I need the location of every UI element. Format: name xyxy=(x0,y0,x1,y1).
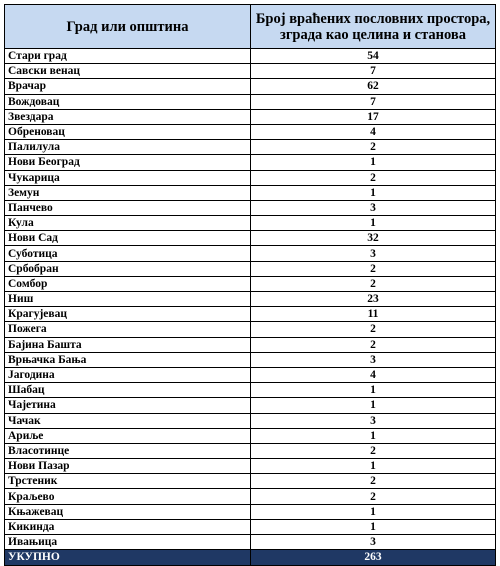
municipality-name: Чукарица xyxy=(5,170,251,185)
table-row xyxy=(5,216,496,231)
municipality-name: Књажевац xyxy=(5,504,251,519)
table-row xyxy=(5,276,496,291)
table-row xyxy=(5,352,496,367)
count-value: 7 xyxy=(251,64,496,79)
municipality-name: Ариље xyxy=(5,428,251,443)
table-row xyxy=(5,261,496,276)
count-value: 7 xyxy=(251,94,496,109)
table-body xyxy=(5,49,496,550)
municipality-name: Шабац xyxy=(5,383,251,398)
municipality-name: Сомбор xyxy=(5,276,251,291)
table-row xyxy=(5,79,496,94)
count-value: 3 xyxy=(251,246,496,261)
total-value: 263 xyxy=(251,550,496,566)
restitution-table-container xyxy=(4,4,495,566)
count-value: 2 xyxy=(251,474,496,489)
count-value: 2 xyxy=(251,489,496,504)
table-row xyxy=(5,307,496,322)
municipality-name: Суботица xyxy=(5,246,251,261)
count-value: 2 xyxy=(251,261,496,276)
municipality-name: Врачар xyxy=(5,79,251,94)
municipality-name: Чачак xyxy=(5,413,251,428)
municipality-name: Палилула xyxy=(5,140,251,155)
count-value: 2 xyxy=(251,170,496,185)
table-row xyxy=(5,428,496,443)
table-row xyxy=(5,337,496,352)
count-value: 3 xyxy=(251,413,496,428)
municipality-name: Кула xyxy=(5,216,251,231)
count-value: 2 xyxy=(251,140,496,155)
count-value: 1 xyxy=(251,216,496,231)
municipality-name: Трстеник xyxy=(5,474,251,489)
count-value: 1 xyxy=(251,398,496,413)
count-value: 17 xyxy=(251,109,496,124)
count-value: 1 xyxy=(251,519,496,534)
count-value: 3 xyxy=(251,352,496,367)
municipality-name: Србобран xyxy=(5,261,251,276)
table-row xyxy=(5,124,496,139)
table-row xyxy=(5,94,496,109)
count-value: 2 xyxy=(251,337,496,352)
municipality-name: Ниш xyxy=(5,292,251,307)
count-value: 2 xyxy=(251,443,496,458)
count-value: 1 xyxy=(251,185,496,200)
table-row xyxy=(5,322,496,337)
total-label: УКУПНО xyxy=(5,550,251,566)
table-row xyxy=(5,231,496,246)
table-footer xyxy=(5,550,496,566)
municipality-name: Пожега xyxy=(5,322,251,337)
municipality-name: Вождовац xyxy=(5,94,251,109)
municipality-name: Краљево xyxy=(5,489,251,504)
table-row xyxy=(5,383,496,398)
municipality-name: Панчево xyxy=(5,200,251,215)
count-value: 62 xyxy=(251,79,496,94)
municipality-name: Стари град xyxy=(5,49,251,64)
table-row xyxy=(5,170,496,185)
count-value: 4 xyxy=(251,367,496,382)
table-row xyxy=(5,292,496,307)
table-row xyxy=(5,200,496,215)
table-row xyxy=(5,459,496,474)
municipality-name: Савски венац xyxy=(5,64,251,79)
count-value: 1 xyxy=(251,383,496,398)
municipality-name: Звездара xyxy=(5,109,251,124)
municipality-name: Јагодина xyxy=(5,367,251,382)
table-row xyxy=(5,504,496,519)
table-row xyxy=(5,367,496,382)
municipality-name: Бајина Башта xyxy=(5,337,251,352)
table-header xyxy=(5,5,496,49)
table-row xyxy=(5,155,496,170)
header-count-line1: Број враћених пословних простора, xyxy=(255,10,491,27)
municipality-name: Врњачка Бања xyxy=(5,352,251,367)
table-row xyxy=(5,489,496,504)
municipality-name: Нови Београд xyxy=(5,155,251,170)
table-row xyxy=(5,49,496,64)
municipality-name: Чајетина xyxy=(5,398,251,413)
header-municipality: Град или општина xyxy=(5,5,251,49)
table-row xyxy=(5,109,496,124)
count-value: 1 xyxy=(251,504,496,519)
table-row xyxy=(5,535,496,550)
count-value: 32 xyxy=(251,231,496,246)
count-value: 23 xyxy=(251,292,496,307)
count-value: 1 xyxy=(251,155,496,170)
count-value: 54 xyxy=(251,49,496,64)
municipality-name: Ивањица xyxy=(5,535,251,550)
header-count xyxy=(251,5,496,49)
municipality-name: Обреновац xyxy=(5,124,251,139)
municipality-name: Кикинда xyxy=(5,519,251,534)
count-value: 4 xyxy=(251,124,496,139)
count-value: 2 xyxy=(251,322,496,337)
table-row xyxy=(5,474,496,489)
table-row xyxy=(5,246,496,261)
total-row xyxy=(5,550,496,566)
table-row xyxy=(5,398,496,413)
table-row xyxy=(5,413,496,428)
count-value: 3 xyxy=(251,535,496,550)
municipality-name: Нови Пазар xyxy=(5,459,251,474)
restitution-table xyxy=(4,4,496,566)
table-row xyxy=(5,519,496,534)
table-row xyxy=(5,140,496,155)
table-row xyxy=(5,64,496,79)
table-row xyxy=(5,185,496,200)
count-value: 1 xyxy=(251,459,496,474)
table-row xyxy=(5,443,496,458)
municipality-name: Крагујевац xyxy=(5,307,251,322)
municipality-name: Власотинце xyxy=(5,443,251,458)
count-value: 11 xyxy=(251,307,496,322)
count-value: 1 xyxy=(251,428,496,443)
count-value: 3 xyxy=(251,200,496,215)
municipality-name: Нови Сад xyxy=(5,231,251,246)
count-value: 2 xyxy=(251,276,496,291)
municipality-name: Земун xyxy=(5,185,251,200)
header-count-line2: зграда као целина и станова xyxy=(280,26,466,43)
header-row xyxy=(5,5,496,49)
